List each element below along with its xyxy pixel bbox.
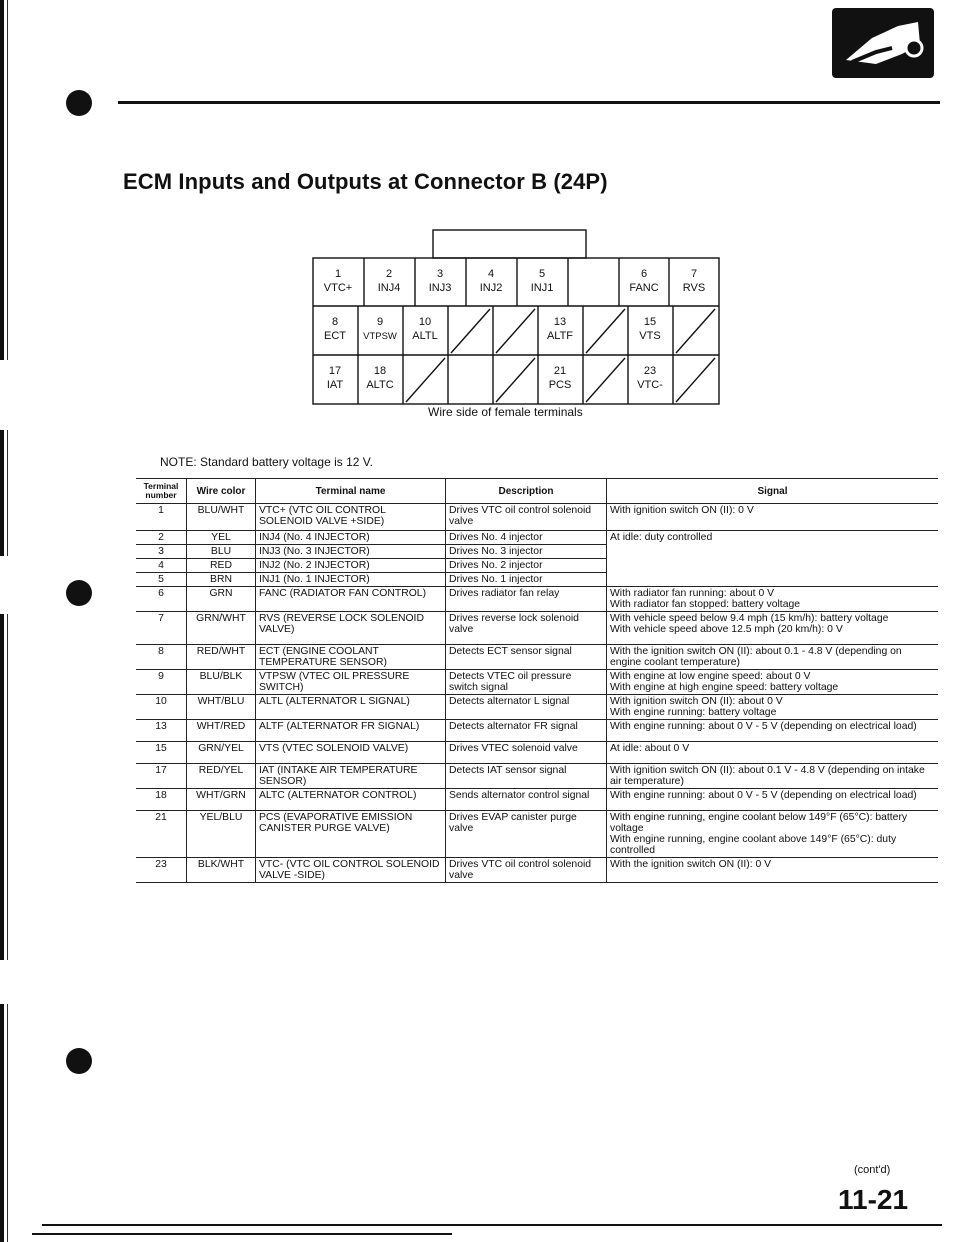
pin-13-label: ALTF xyxy=(546,330,574,342)
pin-6-label: FANC xyxy=(629,282,659,294)
terminal-number-cell: 7 xyxy=(136,612,187,645)
wire-color-cell: RED xyxy=(187,559,256,573)
pin-21-num: 21 xyxy=(553,365,567,377)
footer-rule xyxy=(42,1224,942,1226)
terminal-number-cell: 17 xyxy=(136,764,187,789)
description-cell: Drives No. 4 injector xyxy=(446,531,607,545)
terminal-name-cell: VTPSW (VTEC OIL PRESSURE SWITCH) xyxy=(256,670,446,695)
description-cell: Drives No. 2 injector xyxy=(446,559,607,573)
terminal-name-cell: ALTF (ALTERNATOR FR SIGNAL) xyxy=(256,720,446,742)
pin-7-num: 7 xyxy=(690,268,698,280)
header-wire-color: Wire color xyxy=(187,479,256,504)
wire-color-cell: BLU/WHT xyxy=(187,504,256,531)
wire-color-cell: GRN xyxy=(187,587,256,612)
description-cell: Drives VTC oil control solenoid valve xyxy=(446,504,607,531)
table-row xyxy=(136,789,938,811)
table-row xyxy=(136,645,938,670)
pin-5-num: 5 xyxy=(538,268,546,280)
description-cell: Drives radiator fan relay xyxy=(446,587,607,612)
terminal-number-cell: 13 xyxy=(136,720,187,742)
terminal-number-cell: 5 xyxy=(136,573,187,587)
signal-cell: With engine running, engine coolant below 149°F (65°C): battery voltage With engine running, engine coolant above 149°F (65°C): duty controlled xyxy=(607,811,939,858)
section-logo xyxy=(832,8,934,78)
pin-1-label: VTC+ xyxy=(323,282,353,294)
pin-13-num: 13 xyxy=(553,316,567,328)
wire-color-cell: RED/WHT xyxy=(187,645,256,670)
pin-18-num: 18 xyxy=(373,365,387,377)
terminal-number-cell: 6 xyxy=(136,587,187,612)
pin-3-num: 3 xyxy=(436,268,444,280)
signal-cell: With vehicle speed below 9.4 mph (15 km/h): battery voltage With vehicle speed above 12.5 mph (20 km/h): 0 V xyxy=(607,612,939,645)
note: NOTE: Standard battery voltage is 12 V. xyxy=(160,455,374,469)
signal-cell: With engine at low engine speed: about 0 V With engine at high engine speed: battery voltage xyxy=(607,670,939,695)
connector-diagram xyxy=(312,227,720,432)
pin-15-num: 15 xyxy=(643,316,657,328)
description-cell: Drives VTC oil control solenoid valve xyxy=(446,858,607,883)
pin-10-num: 10 xyxy=(418,316,432,328)
pin-4-label: INJ2 xyxy=(479,282,503,294)
terminal-name-cell: ALTL (ALTERNATOR L SIGNAL) xyxy=(256,695,446,720)
table-row xyxy=(136,742,938,764)
header-signal: Signal xyxy=(607,479,939,504)
wire-color-cell: GRN/WHT xyxy=(187,612,256,645)
table-header-row xyxy=(136,479,938,504)
pin-10-label: ALTL xyxy=(412,330,438,342)
pin-3-label: INJ3 xyxy=(428,282,452,294)
page-number: 11-21 xyxy=(838,1184,909,1215)
binding-notch xyxy=(0,556,12,614)
description-cell: Drives VTEC solenoid valve xyxy=(446,742,607,764)
binding-notch xyxy=(0,960,12,1004)
registration-dot xyxy=(66,580,92,606)
header-description: Description xyxy=(446,479,607,504)
footer-rule-2 xyxy=(32,1233,452,1235)
terminal-name-cell: INJ1 (No. 1 INJECTOR) xyxy=(256,573,446,587)
wire-color-cell: YEL xyxy=(187,531,256,545)
terminal-name-cell: INJ2 (No. 2 INJECTOR) xyxy=(256,559,446,573)
terminal-number-cell: 15 xyxy=(136,742,187,764)
signal-cell: With engine running: about 0 V - 5 V (depending on electrical load) xyxy=(607,789,939,811)
table-row xyxy=(136,504,938,531)
pin-4-num: 4 xyxy=(487,268,495,280)
terminal-name-cell: PCS (EVAPORATIVE EMISSION CANISTER PURGE VALVE) xyxy=(256,811,446,858)
pin-6-num: 6 xyxy=(640,268,648,280)
table-row xyxy=(136,811,938,858)
signal-cell: With the ignition switch ON (II): 0 V xyxy=(607,858,939,883)
wire-color-cell: WHT/RED xyxy=(187,720,256,742)
signal-cell: With ignition switch ON (II): about 0.1 V - 4.8 V (depending on intake air temperature) xyxy=(607,764,939,789)
terminal-number-cell: 4 xyxy=(136,559,187,573)
terminal-name-cell: ECT (ENGINE COOLANT TEMPERATURE SENSOR) xyxy=(256,645,446,670)
signal-cell: With engine running: about 0 V - 5 V (depending on electrical load) xyxy=(607,720,939,742)
signal-cell: With radiator fan running: about 0 V With radiator fan stopped: battery voltage xyxy=(607,587,939,612)
binding-edge xyxy=(0,0,4,1242)
page-title: ECM Inputs and Outputs at Connector B (24P) xyxy=(123,169,608,194)
pin-2-label: INJ4 xyxy=(377,282,401,294)
table-row xyxy=(136,858,938,883)
description-cell: Drives reverse lock solenoid valve xyxy=(446,612,607,645)
description-cell: Detects alternator FR signal xyxy=(446,720,607,742)
pin-17-label: IAT xyxy=(326,379,344,391)
description-cell: Detects IAT sensor signal xyxy=(446,764,607,789)
terminal-number-cell: 1 xyxy=(136,504,187,531)
header-terminal-number: Terminal number xyxy=(136,479,187,504)
terminal-name-cell: FANC (RADIATOR FAN CONTROL) xyxy=(256,587,446,612)
wire-color-cell: GRN/YEL xyxy=(187,742,256,764)
wire-color-cell: RED/YEL xyxy=(187,764,256,789)
pin-1-num: 1 xyxy=(334,268,342,280)
terminal-name-cell: VTC+ (VTC OIL CONTROL SOLENOID VALVE +SIDE) xyxy=(256,504,446,531)
wire-color-cell: YEL/BLU xyxy=(187,811,256,858)
description-cell: Detects VTEC oil pressure switch signal xyxy=(446,670,607,695)
pin-9-label: VTPSW xyxy=(363,331,397,342)
terminal-number-cell: 2 xyxy=(136,531,187,545)
table-row xyxy=(136,612,938,645)
terminal-name-cell: INJ4 (No. 4 INJECTOR) xyxy=(256,531,446,545)
terminal-number-cell: 10 xyxy=(136,695,187,720)
table-row xyxy=(136,587,938,612)
pin-15-label: VTS xyxy=(639,330,661,342)
terminal-name-cell: VTS (VTEC SOLENOID VALVE) xyxy=(256,742,446,764)
signal-cell: At idle: about 0 V xyxy=(607,742,939,764)
terminal-name-cell: RVS (REVERSE LOCK SOLENOID VALVE) xyxy=(256,612,446,645)
table-row xyxy=(136,531,938,545)
wire-color-cell: BLU/BLK xyxy=(187,670,256,695)
pin-8-label: ECT xyxy=(324,330,346,342)
description-cell: Detects ECT sensor signal xyxy=(446,645,607,670)
pin-17-num: 17 xyxy=(328,365,342,377)
signal-cell: At idle: duty controlled xyxy=(607,531,939,587)
registration-dot xyxy=(66,90,92,116)
terminal-number-cell: 23 xyxy=(136,858,187,883)
table-row xyxy=(136,764,938,789)
binding-line xyxy=(7,0,8,1242)
terminal-number-cell: 3 xyxy=(136,545,187,559)
wire-color-cell: BLU xyxy=(187,545,256,559)
terminal-name-cell: VTC- (VTC OIL CONTROL SOLENOID VALVE -SIDE) xyxy=(256,858,446,883)
description-cell: Sends alternator control signal xyxy=(446,789,607,811)
continued-note: (cont'd) xyxy=(854,1164,891,1176)
pin-2-num: 2 xyxy=(385,268,393,280)
pin-9-num: 9 xyxy=(376,316,384,328)
signal-cell: With the ignition switch ON (II): about 0.1 - 4.8 V (depending on engine coolant temperature) xyxy=(607,645,939,670)
registration-dot xyxy=(66,1048,92,1074)
pin-23-label: VTC- xyxy=(637,379,663,391)
header-terminal-name: Terminal name xyxy=(256,479,446,504)
terminal-name-cell: IAT (INTAKE AIR TEMPERATURE SENSOR) xyxy=(256,764,446,789)
pin-8-num: 8 xyxy=(331,316,339,328)
pin-5-label: INJ1 xyxy=(530,282,554,294)
pin-23-num: 23 xyxy=(643,365,657,377)
wire-color-cell: BRN xyxy=(187,573,256,587)
wire-color-cell: WHT/GRN xyxy=(187,789,256,811)
table-row xyxy=(136,670,938,695)
wire-color-cell: BLK/WHT xyxy=(187,858,256,883)
description-cell: Drives EVAP canister purge valve xyxy=(446,811,607,858)
description-cell: Detects alternator L signal xyxy=(446,695,607,720)
pin-7-label: RVS xyxy=(682,282,706,294)
connector-caption: Wire side of female terminals xyxy=(428,405,583,419)
signal-cell: With ignition switch ON (II): about 0 V With engine running: battery voltage xyxy=(607,695,939,720)
description-cell: Drives No. 3 injector xyxy=(446,545,607,559)
table-row xyxy=(136,720,938,742)
pin-21-label: PCS xyxy=(548,379,572,391)
pin-18-label: ALTC xyxy=(366,379,394,391)
terminal-name-cell: ALTC (ALTERNATOR CONTROL) xyxy=(256,789,446,811)
terminal-number-cell: 21 xyxy=(136,811,187,858)
terminal-number-cell: 18 xyxy=(136,789,187,811)
wire-color-cell: WHT/BLU xyxy=(187,695,256,720)
table-row xyxy=(136,695,938,720)
terminal-name-cell: INJ3 (No. 3 INJECTOR) xyxy=(256,545,446,559)
header-rule xyxy=(118,101,940,104)
binding-notch xyxy=(0,360,12,430)
terminal-table xyxy=(136,478,938,883)
terminal-number-cell: 8 xyxy=(136,645,187,670)
terminal-number-cell: 9 xyxy=(136,670,187,695)
description-cell: Drives No. 1 injector xyxy=(446,573,607,587)
signal-cell: With ignition switch ON (II): 0 V xyxy=(607,504,939,531)
fuel-system-icon xyxy=(832,8,934,78)
